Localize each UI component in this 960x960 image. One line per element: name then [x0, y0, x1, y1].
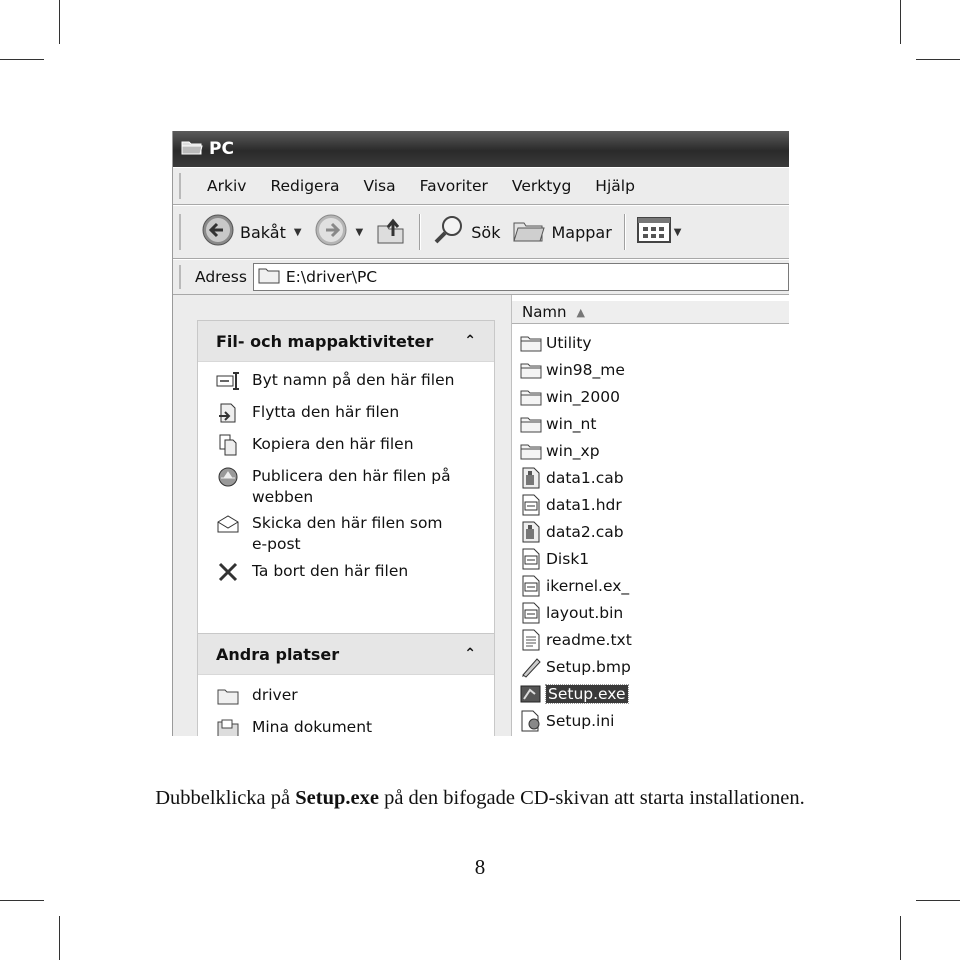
file-row[interactable] — [520, 383, 632, 410]
caption-text: på den bifogade CD-skivan att starta installationen. — [378, 787, 805, 809]
column-header-name[interactable] — [512, 301, 789, 324]
globe-icon — [216, 466, 240, 488]
file-row[interactable] — [520, 410, 632, 437]
file-name: Utility — [546, 333, 592, 352]
file-name: Disk1 — [546, 549, 590, 568]
file-row[interactable] — [520, 356, 632, 383]
file-list — [520, 329, 632, 734]
other-places-header[interactable] — [198, 634, 494, 675]
file-tasks-title: Fil- och mappaktiviteter — [216, 331, 434, 351]
task-label: Kopiera den här filen — [252, 435, 414, 453]
views-button[interactable] — [631, 217, 688, 247]
forward-arrow-icon — [314, 213, 348, 251]
text-file-icon — [520, 629, 542, 651]
menu-favoriter[interactable]: Favoriter — [419, 177, 488, 195]
place-my-documents[interactable] — [198, 717, 494, 736]
caption-filename: Setup.exe — [295, 787, 379, 809]
crop-mark — [916, 59, 960, 60]
generic-file-icon — [520, 548, 542, 570]
file-name: readme.txt — [546, 630, 632, 649]
file-name: layout.bin — [546, 603, 624, 622]
file-name: ikernel.ex_ — [546, 576, 630, 595]
file-name: win_xp — [546, 441, 600, 460]
open-folder-icon — [181, 138, 203, 161]
address-value: E:\driver\PC — [285, 268, 378, 286]
file-row[interactable] — [520, 653, 632, 680]
chevron-down-icon[interactable]: ▼ — [355, 226, 364, 238]
move-icon — [216, 402, 240, 424]
crop-mark — [0, 59, 44, 60]
file-row[interactable] — [520, 545, 632, 572]
delete-icon — [216, 561, 240, 583]
file-name: win_nt — [546, 414, 597, 433]
sort-ascending-icon: ▲ — [576, 305, 585, 319]
search-label: Sök — [471, 222, 501, 242]
task-delete[interactable] — [198, 561, 494, 593]
toolbar-separator — [419, 214, 420, 250]
search-button[interactable] — [426, 213, 506, 251]
address-input[interactable] — [253, 263, 789, 291]
other-places-panel — [197, 633, 495, 736]
folder-icon — [520, 359, 542, 381]
menu-hjalp[interactable]: Hjälp — [595, 177, 635, 195]
up-folder-icon — [375, 214, 407, 250]
file-row[interactable] — [520, 437, 632, 464]
file-name: data1.cab — [546, 468, 624, 487]
file-name: data2.cab — [546, 522, 624, 541]
task-move[interactable] — [198, 402, 494, 434]
toolbar-grip[interactable] — [179, 214, 185, 250]
menu-arkiv[interactable]: Arkiv — [207, 177, 247, 195]
crop-mark — [59, 916, 60, 960]
menu-bar — [173, 167, 789, 205]
task-copy[interactable] — [198, 434, 494, 466]
window-title: PC — [209, 139, 234, 159]
folder-icon — [520, 413, 542, 435]
file-row[interactable] — [520, 329, 632, 356]
collapse-icon[interactable]: ⌃ — [464, 646, 476, 662]
folder-icon — [520, 386, 542, 408]
caption-text: Dubbelklicka på — [155, 787, 296, 809]
task-label: Byt namn på den här filen — [252, 371, 455, 389]
file-row[interactable] — [520, 680, 632, 707]
menu-verktyg[interactable]: Verktyg — [511, 177, 572, 195]
crop-mark — [916, 900, 960, 901]
toolbar-separator — [624, 214, 625, 250]
cab-icon — [520, 521, 542, 543]
generic-file-icon — [520, 575, 542, 597]
other-places-title: Andra platser — [216, 644, 340, 664]
folder-icon — [520, 332, 542, 354]
page-number: 8 — [474, 855, 486, 879]
crop-mark — [59, 0, 60, 44]
file-name: Setup.exe — [548, 684, 626, 703]
documents-icon — [216, 717, 240, 736]
file-name: Setup.ini — [546, 711, 615, 730]
folder-icon — [216, 685, 240, 707]
file-tasks-header[interactable] — [198, 321, 494, 362]
task-label: Publicera den här filen på webben — [252, 467, 451, 506]
file-row[interactable] — [520, 464, 632, 491]
folder-icon — [258, 266, 280, 288]
back-arrow-icon — [201, 213, 235, 251]
column-name-label: Namn — [522, 303, 567, 321]
file-row[interactable] — [520, 518, 632, 545]
folders-icon — [512, 215, 546, 249]
file-row[interactable] — [520, 599, 632, 626]
crop-mark — [900, 0, 901, 44]
cab-icon — [520, 467, 542, 489]
file-name: Setup.bmp — [546, 657, 631, 676]
standard-toolbar — [173, 205, 789, 259]
file-list-pane — [511, 295, 789, 736]
up-folder-button[interactable] — [369, 214, 413, 250]
place-label: Mina dokument — [252, 718, 373, 736]
file-row[interactable] — [520, 707, 632, 734]
task-pane — [173, 295, 511, 736]
address-label: Adress — [195, 268, 247, 286]
explorer-window — [172, 131, 789, 736]
setup-exe-icon — [520, 683, 542, 705]
menu-visa[interactable]: Visa — [363, 177, 396, 195]
toolbar-grip[interactable] — [179, 173, 185, 198]
place-label: driver — [252, 686, 298, 704]
crop-mark — [900, 916, 901, 960]
rename-icon — [216, 370, 240, 392]
title-bar[interactable] — [173, 131, 789, 167]
collapse-icon[interactable]: ⌃ — [464, 333, 476, 349]
search-icon — [432, 213, 466, 251]
crop-mark — [0, 900, 44, 901]
forward-button[interactable] — [308, 213, 370, 251]
task-label: Flytta den här filen — [252, 403, 400, 421]
chevron-down-icon[interactable]: ▼ — [293, 226, 302, 238]
task-label: Ta bort den här filen — [252, 562, 409, 580]
back-button[interactable] — [195, 213, 308, 251]
file-name: data1.hdr — [546, 495, 622, 514]
envelope-icon — [216, 513, 240, 535]
file-row[interactable] — [520, 626, 632, 653]
generic-file-icon — [520, 602, 542, 624]
generic-file-icon — [520, 494, 542, 516]
task-publish[interactable] — [198, 466, 494, 513]
instruction-caption — [0, 787, 960, 810]
views-grid-icon — [637, 217, 671, 247]
folders-button[interactable] — [506, 215, 617, 249]
toolbar-grip[interactable] — [179, 265, 185, 289]
file-row[interactable] — [520, 491, 632, 518]
folders-label: Mappar — [551, 222, 612, 242]
file-row[interactable] — [520, 572, 632, 599]
bitmap-icon — [520, 656, 542, 678]
task-email[interactable] — [198, 513, 494, 561]
copy-icon — [216, 434, 240, 456]
chevron-down-icon[interactable]: ▼ — [673, 226, 682, 238]
place-driver[interactable] — [198, 685, 494, 717]
task-label: Skicka den här filen som e-post — [252, 514, 443, 553]
file-name: win98_me — [546, 360, 625, 379]
ini-file-icon — [520, 710, 542, 732]
file-name: win_2000 — [546, 387, 621, 406]
menu-redigera[interactable]: Redigera — [270, 177, 340, 195]
folder-icon — [520, 440, 542, 462]
task-rename[interactable] — [198, 370, 494, 402]
back-label: Bakåt — [240, 222, 286, 242]
address-bar — [173, 259, 789, 295]
